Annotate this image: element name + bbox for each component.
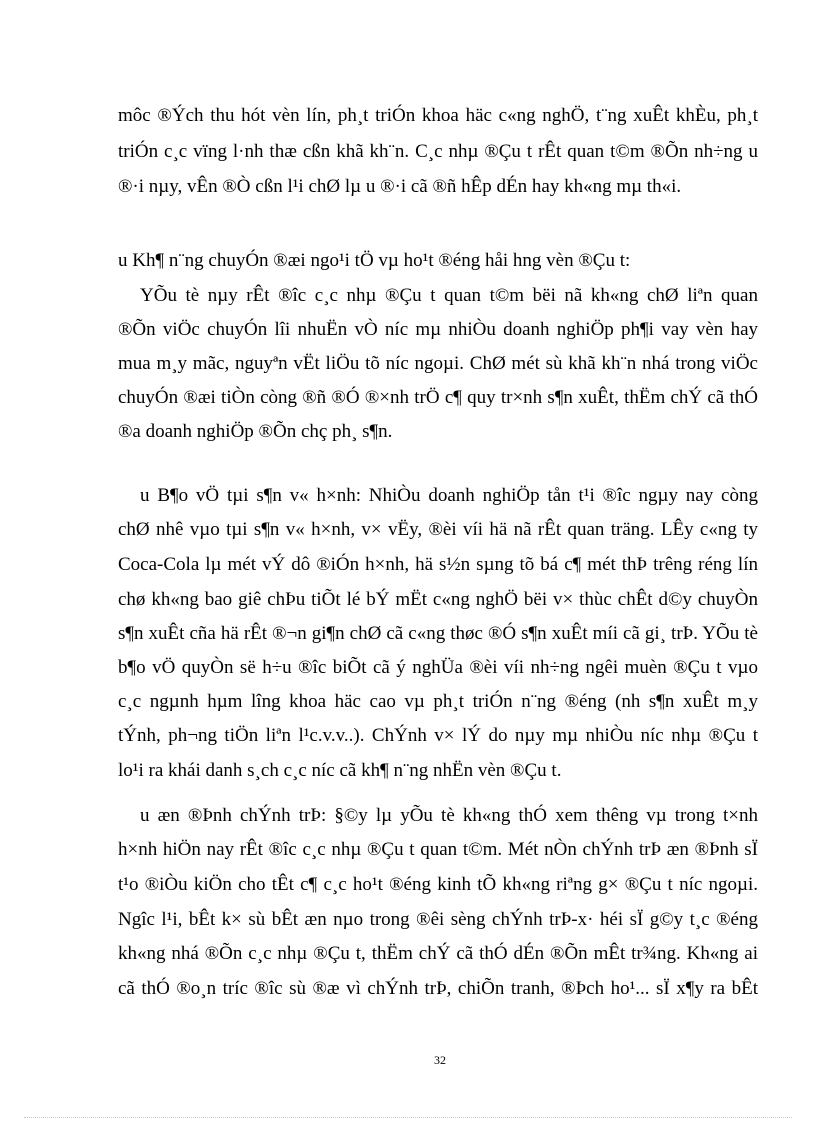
text-line: chø kh«ng bao giê chÞu tiÕt lé bÝ mËt c«ng nghÖ bëi v× thùc chÊt d©y chuyÒn (118, 589, 758, 610)
text-line: mua m¸y mãc, nguyªn vËt liÖu tõ níc ngoµi. ChØ mét sù khã kh¨n nhá trong viÖc (118, 353, 758, 374)
page-bottom-border (24, 1117, 792, 1118)
text-line: ®Õn viÖc chuyÓn lîi nhuËn vÒ níc mµ nhiÒu doanh nghiÖp ph¶i vay vèn hay (118, 319, 758, 340)
text-line: tÝnh, ph¬ng tiÖn liªn l¹c.v.v..). ChÝnh v× lÝ do nµy mµ nhiÒu níc nhµ ®Çu t (118, 725, 758, 746)
text-line: triÓn c¸c vïng l·nh thæ cßn khã kh¨n. C¸c nhµ ®Çu t rÊt quan t©m ®Õn nh÷ng u (118, 141, 758, 162)
text-line: Coca-Cola lµ mét vÝ dô ®iÓn h×nh, hä s½n sµng tõ bá c¶ mét thÞ trêng réng lín (118, 554, 758, 575)
text-line: b¶o vÖ quyÒn së h÷u ®îc biÕt cã ý nghÜa ®èi víi nh÷ng ngêi muèn ®Çu t vµo (118, 657, 758, 678)
text-line: t¹o ®iÒu kiÖn cho tÊt c¶ c¸c ho¹t ®éng kinh tÕ kh«ng riªng g× ®Çu t níc ngoµi. (118, 874, 758, 895)
text-line: YÕu tè nµy rÊt ®îc c¸c nhµ ®Çu t quan t©m bëi nã kh«ng chØ liªn quan (140, 285, 758, 306)
text-line: s¶n xuÊt cña hä rÊt ®¬n gi¶n chØ cã c«ng thøc ®Ó s¶n xuÊt míi cã gi¸ trÞ. YÕu tè (118, 623, 758, 644)
text-line: c¸c ngµnh hµm lîng khoa häc cao vµ ph¸t triÓn n¨ng ®éng (nh s¶n xuÊt m¸y (118, 691, 758, 712)
text-line: Ngîc l¹i, bÊt k× sù bÊt æn nµo trong ®êi sèng chÝnh trÞ-x· héi sÏ g©y t¸c ®éng (118, 909, 758, 930)
text-line: h×nh hiÖn nay rÊt ®îc c¸c nhµ ®Çu t quan t©m. Mét nÒn chÝnh trÞ æn ®Þnh sÏ (118, 839, 758, 860)
section-heading: u æn ®Þnh chÝnh trÞ: §©y lµ yÕu tè kh«ng thÓ xem thêng vµ trong t×nh (140, 805, 758, 826)
text-line: ®a doanh nghiÖp ®Õn chç ph¸ s¶n. (118, 421, 393, 442)
text-line: môc ®Ých thu hót vèn lín, ph¸t triÓn khoa häc c«ng nghÖ, t¨ng xuÊt khÈu, ph¸t (118, 105, 758, 126)
text-line: kh«ng nhá ®Õn c¸c nhµ ®Çu t, thËm chÝ cã thÓ dÉn ®Õn mÊt tr¾ng. Kh«ng ai (118, 943, 758, 964)
text-line: cã thÓ ®o¸n tríc ®îc sù ®æ vì chÝnh trÞ, chiÕn tranh, ®Þch ho¹... sÏ x¶y ra bÊt (118, 978, 758, 999)
text-line: ®·i nµy, vÊn ®Ò cßn l¹i chØ lµ u ®·i cã ®ñ hÊp dÉn hay kh«ng mµ th«i. (118, 176, 682, 197)
section-heading: u Kh¶ n¨ng chuyÓn ®æi ngo¹i tÖ vµ ho¹t ®éng håi hng vèn ®Çu t: (118, 250, 631, 271)
text-line: lo¹i ra khái danh s¸ch c¸c níc cã kh¶ n¨ng nhËn vèn ®Çu t. (118, 760, 562, 781)
page-number: 32 (434, 1053, 446, 1067)
text-line: chØ nhê vµo tµi s¶n v« h×nh, v× vËy, ®èi víi hä nã rÊt quan träng. LÊy c«ng ty (118, 519, 758, 540)
text-line: chuyÓn ®æi tiÒn còng ®ñ ®Ó ®×nh trÖ c¶ quy tr×nh s¶n xuÊt, thËm chÝ cã thÓ (118, 387, 758, 408)
section-heading: u B¶o vÖ tµi s¶n v« h×nh: NhiÒu doanh nghiÖp tån t¹i ®îc ngµy nay còng (140, 485, 758, 506)
